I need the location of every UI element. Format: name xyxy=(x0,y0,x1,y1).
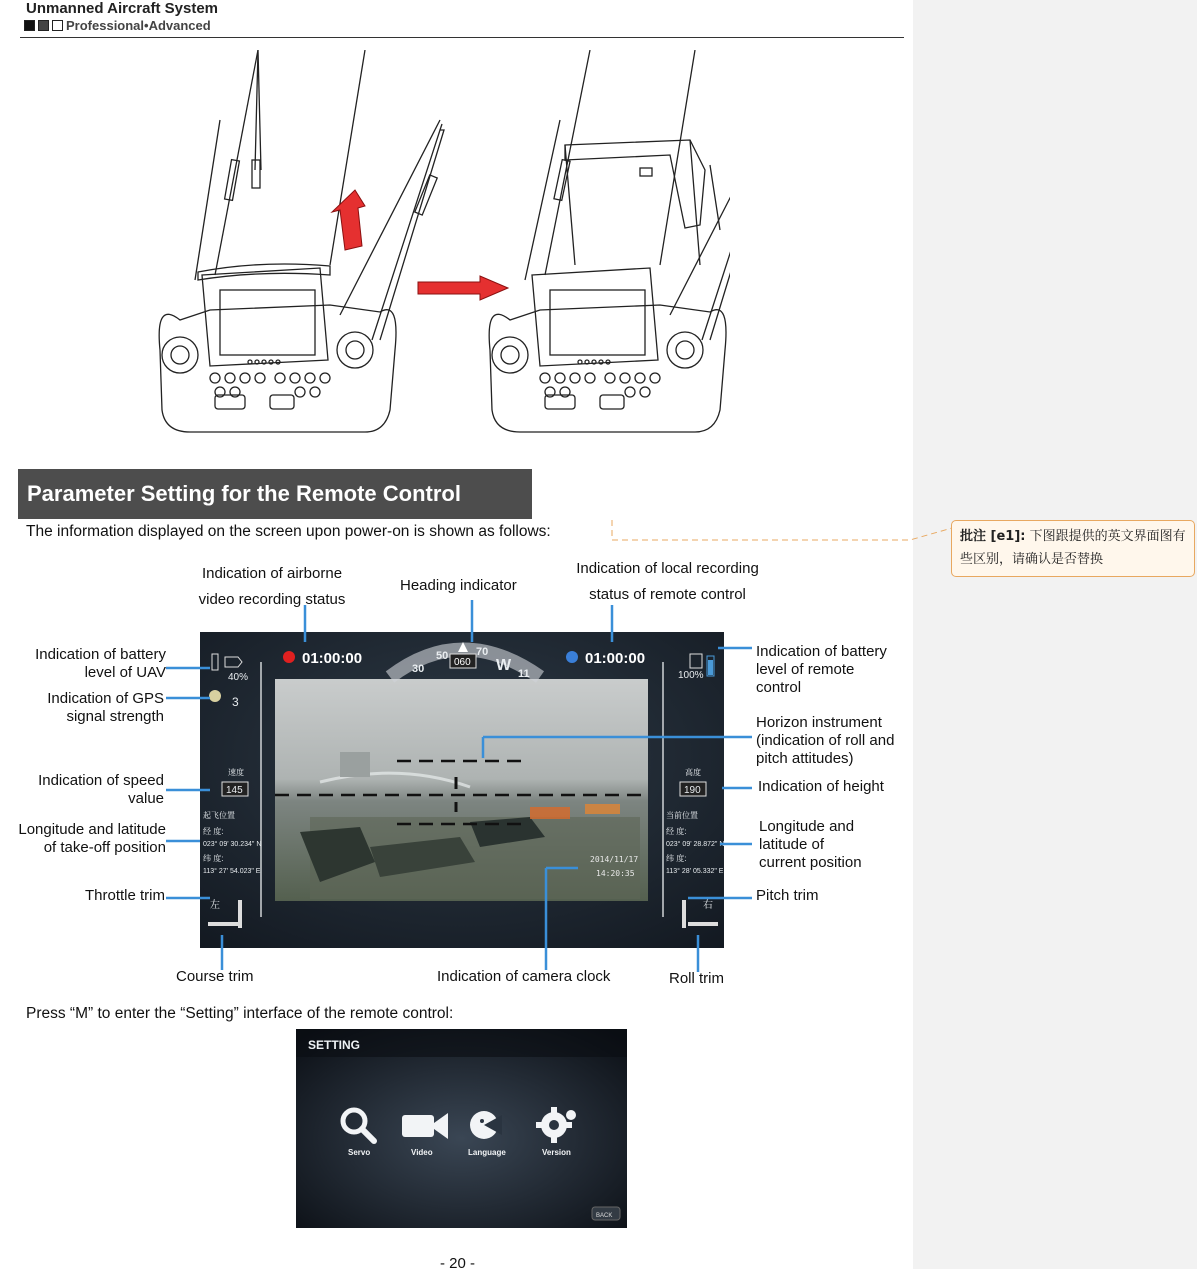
compass-tick: 30 xyxy=(412,663,425,675)
compass-tick: W xyxy=(496,657,512,674)
section-heading: Parameter Setting for the Remote Control xyxy=(18,469,532,519)
comment-text: 下图跟提供的英文界面图有些区别，请确认是否替换 xyxy=(960,529,1186,567)
takeoff-lon-label: 经 度: xyxy=(203,827,224,836)
review-comment[interactable] xyxy=(951,520,1195,577)
current-lon-value: 023° 09' 28.872" N xyxy=(666,841,724,848)
square-icon xyxy=(24,20,35,31)
rc-battery: 100% xyxy=(678,670,704,681)
label-airborne-recording: Indication of airborne video recording status xyxy=(198,565,346,608)
takeoff-lat-value: 113° 27' 54.023" E xyxy=(203,868,261,875)
left-stick-label: 左 xyxy=(210,900,220,911)
speed-label: 速度 xyxy=(228,768,244,777)
airborne-record-time: 01:00:00 xyxy=(302,650,363,667)
press-m-text: Press “M” to enter the “Setting” interface of the remote control: xyxy=(26,1005,454,1022)
compass-tick: 50 xyxy=(436,650,449,662)
label-local-recording: Indication of local recording status of remote control xyxy=(576,560,759,603)
square-icon xyxy=(38,20,49,31)
header-title: Unmanned Aircraft System xyxy=(26,0,218,17)
intro-text: The information displayed on the screen upon power-on is shown as follows: xyxy=(26,523,551,540)
label-throttle-trim: Throttle trim xyxy=(84,887,165,904)
label-current-position: Longitude and latitude of current position xyxy=(759,818,862,871)
current-lat-label: 纬 度: xyxy=(666,854,687,863)
header-subtitle: Professional•Advanced xyxy=(66,18,211,33)
speed-value: 145 xyxy=(226,785,243,796)
current-lon-label: 经 度: xyxy=(666,827,687,836)
label-heading-indicator: Heading indicator xyxy=(400,577,517,594)
square-icon xyxy=(52,20,63,31)
label-course-trim: Course trim xyxy=(176,968,254,985)
setting-title: SETTING xyxy=(308,1038,361,1052)
label-gps-strength: Indication of GPS signal strength xyxy=(47,690,164,725)
comment-tag: 批注 [e1]: xyxy=(960,529,1026,544)
takeoff-title: 起飞位置 xyxy=(203,811,235,820)
setting-item-version: Version xyxy=(542,1148,571,1157)
height-label: 高度 xyxy=(685,768,701,777)
current-lat-value: 113° 28' 05.332" E xyxy=(666,868,724,875)
uav-battery: 40% xyxy=(228,672,249,683)
current-title: 当前位置 xyxy=(666,811,698,820)
label-speed: Indication of speed value xyxy=(38,772,164,807)
label-camera-clock: Indication of camera clock xyxy=(437,968,611,985)
label-rc-battery: Indication of battery level of remote control xyxy=(756,643,887,696)
camera-time: 14:20:35 xyxy=(596,869,635,878)
label-roll-trim: Roll trim xyxy=(669,970,724,987)
compass-tick: 70 xyxy=(476,646,489,658)
takeoff-lat-label: 纬 度: xyxy=(203,854,224,863)
comment-margin xyxy=(913,0,1197,1269)
controller-left xyxy=(159,50,444,432)
header-rule xyxy=(20,37,904,38)
remote-controller-illustration xyxy=(140,50,730,440)
compass-tick: 11 xyxy=(518,668,530,680)
gps-count: 3 xyxy=(232,695,239,709)
comment-connector xyxy=(600,518,955,548)
local-record-time: 01:00:00 xyxy=(585,650,646,667)
height-value: 190 xyxy=(684,785,701,796)
setting-item-video: Video xyxy=(411,1148,433,1157)
takeoff-lon-value: 023° 09' 30.234" N xyxy=(203,841,262,848)
right-stick-label: 右 xyxy=(703,900,713,911)
setting-item-servo: Servo xyxy=(348,1148,371,1157)
setting-back-button: BACK xyxy=(596,1213,613,1219)
controller-right xyxy=(489,50,730,432)
right-arrow-icon xyxy=(418,276,508,300)
label-horizon-instrument: Horizon instrument (indication of roll and pitch attitudes) xyxy=(756,714,895,767)
label-pitch-trim: Pitch trim xyxy=(756,887,819,904)
heading-value: 060 xyxy=(454,657,471,668)
label-takeoff-position: Longitude and latitude of take-off position xyxy=(18,821,166,856)
page-number: - 20 - xyxy=(440,1255,476,1272)
header-subtitle-row xyxy=(24,18,211,33)
label-uav-battery: Indication of battery level of UAV xyxy=(35,646,166,681)
setting-screen xyxy=(296,1029,627,1228)
label-height: Indication of height xyxy=(758,778,884,795)
camera-date: 2014/11/17 xyxy=(590,855,639,864)
setting-item-language: Language xyxy=(468,1148,506,1157)
